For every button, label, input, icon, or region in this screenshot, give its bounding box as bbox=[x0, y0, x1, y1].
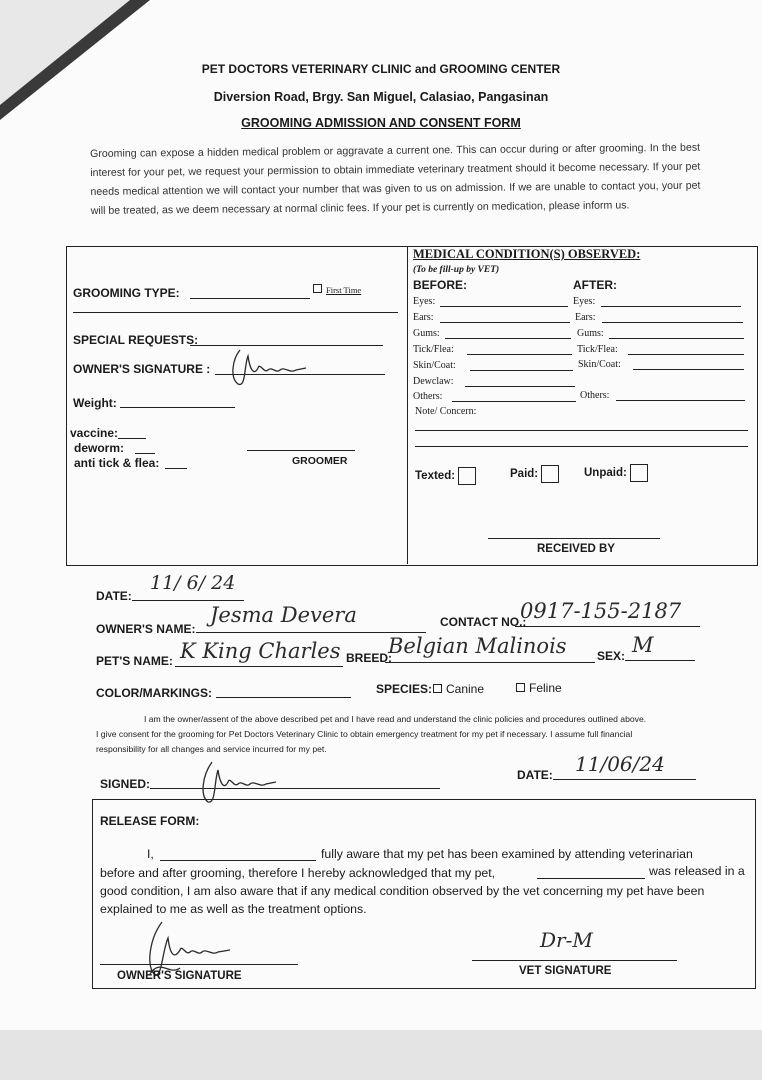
species-canine-option[interactable] bbox=[433, 682, 484, 696]
canine-label: Canine bbox=[446, 682, 485, 696]
groomer-line[interactable] bbox=[247, 450, 355, 451]
sex-value: M bbox=[632, 633, 654, 657]
before-tick-label: Tick/Flea: bbox=[413, 344, 454, 355]
release-p2b: was released in a bbox=[649, 864, 745, 878]
before-tick-field[interactable] bbox=[467, 354, 572, 355]
owner-signature-label: OWNER'S SIGNATURE : bbox=[73, 362, 211, 376]
note-line-1[interactable] bbox=[415, 430, 748, 431]
before-gums-field[interactable] bbox=[445, 338, 571, 339]
vaccine-field[interactable] bbox=[118, 438, 146, 439]
breed-value: Belgian Malinois bbox=[388, 634, 567, 658]
before-skin-label: Skin/Coat: bbox=[413, 360, 456, 371]
after-others-field[interactable] bbox=[616, 400, 745, 401]
before-ears-label: Ears: bbox=[413, 312, 434, 323]
before-skin-field[interactable] bbox=[470, 370, 573, 371]
release-name-field[interactable] bbox=[160, 860, 316, 861]
unpaid-option[interactable] bbox=[584, 464, 648, 482]
vet-signature-value: Dr-M bbox=[540, 928, 593, 952]
medical-title: MEDICAL CONDITION(S) OBSERVED: bbox=[413, 247, 641, 261]
after-tick-field[interactable] bbox=[628, 354, 744, 355]
consent-line-2: I give consent for the grooming for Pet Doctors Veterinary Clinic to obtain emergency treatment for my pet if necessary. I assume full financial bbox=[96, 729, 633, 739]
unpaid-checkbox[interactable] bbox=[630, 464, 648, 482]
paid-checkbox[interactable] bbox=[541, 465, 559, 483]
feline-checkbox[interactable] bbox=[516, 683, 525, 692]
signed-field[interactable] bbox=[150, 788, 440, 789]
breed-field[interactable] bbox=[385, 662, 595, 663]
after-skin-field[interactable] bbox=[633, 369, 744, 370]
texted-checkbox[interactable] bbox=[458, 467, 476, 485]
box-divider bbox=[407, 246, 408, 564]
grooming-type-line2[interactable] bbox=[73, 312, 398, 313]
grooming-type-label: GROOMING TYPE: bbox=[73, 286, 180, 300]
release-p1b: fully aware that my pet has been examined by attending veterinarian bbox=[321, 847, 693, 861]
after-ears-label: Ears: bbox=[575, 312, 596, 323]
date-value: 11/ 6/ 24 bbox=[150, 572, 236, 594]
pet-name-field[interactable] bbox=[175, 666, 343, 667]
medical-subtitle: (To be fill-up by VET) bbox=[413, 265, 500, 275]
release-owner-signature-line[interactable] bbox=[100, 964, 298, 965]
vet-signature-label: VET SIGNATURE bbox=[519, 965, 612, 977]
before-eyes-label: Eyes: bbox=[413, 296, 436, 307]
contact-label: CONTACT NO.: bbox=[440, 615, 527, 629]
note-line-2[interactable] bbox=[415, 446, 748, 447]
weight-label: Weight: bbox=[73, 396, 117, 410]
form-title: GROOMING ADMISSION AND CONSENT FORM bbox=[241, 116, 521, 130]
release-pet-field[interactable] bbox=[537, 878, 645, 879]
after-eyes-label: Eyes: bbox=[573, 296, 596, 307]
owner-name-field[interactable] bbox=[196, 632, 426, 633]
pet-name-label: PET'S NAME: bbox=[96, 654, 173, 668]
before-others-field[interactable] bbox=[452, 401, 576, 402]
date-field[interactable] bbox=[132, 600, 244, 601]
breed-label: BREED: bbox=[346, 651, 393, 665]
species-label: SPECIES: bbox=[376, 682, 433, 696]
after-tick-label: Tick/Flea: bbox=[577, 344, 618, 355]
vet-signature-line[interactable] bbox=[472, 960, 677, 961]
date-label: DATE: bbox=[96, 589, 132, 603]
contact-value: 0917-155-2187 bbox=[520, 599, 682, 623]
after-others-label: Others: bbox=[580, 390, 610, 401]
deworm-label: deworm: bbox=[74, 441, 125, 455]
after-ears-field[interactable] bbox=[602, 322, 743, 323]
paid-label: Paid: bbox=[510, 468, 539, 481]
texted-option[interactable] bbox=[415, 467, 476, 485]
texted-label: Texted: bbox=[415, 470, 456, 483]
grooming-type-field[interactable] bbox=[190, 298, 310, 299]
clinic-name: PET DOCTORS VETERINARY CLINIC and GROOMING CENTER bbox=[201, 62, 561, 76]
signed-label: SIGNED: bbox=[100, 777, 151, 791]
release-title: RELEASE FORM: bbox=[100, 814, 200, 828]
consent-line-1: I am the owner/assent of the above described pet and I have read and understand the clinic policies and procedures outlined above. bbox=[144, 714, 647, 724]
intro-paragraph: Grooming can expose a hidden medical problem or aggravate a current one. This can occur during or after grooming. In the best interest for your pet, we request your permission to obtain immediate veterinary treatment should it become necessary. If your pet needs medical attention we will contact your number that was given to us on admission. If we are unable to contact you, your pet will be treated, as we deem necessary at normal clinic fees. If your pet is currently on medication, please inform us. bbox=[90, 141, 701, 217]
before-others-label: Others: bbox=[413, 391, 443, 402]
first-time-label: First Time bbox=[326, 285, 362, 295]
first-time-option[interactable] bbox=[313, 284, 361, 295]
after-skin-label: Skin/Coat: bbox=[578, 359, 621, 370]
paid-option[interactable] bbox=[510, 465, 559, 483]
deworm-field[interactable] bbox=[135, 453, 155, 454]
sex-label: SEX: bbox=[597, 649, 626, 663]
note-label: Note/ Concern: bbox=[415, 406, 477, 417]
before-ears-field[interactable] bbox=[440, 322, 570, 323]
clinic-address: Diversion Road, Brgy. San Miguel, Calasiao, Pangasinan bbox=[213, 90, 549, 104]
owner-name-label: OWNER'S NAME: bbox=[96, 622, 196, 636]
release-p4: explained to me as well as the treatment options. bbox=[100, 902, 367, 916]
release-p3: good condition, I am also aware that if any medical condition observed by the vet concerning my pet have been bbox=[100, 884, 705, 898]
received-by-label: RECEIVED BY bbox=[537, 543, 615, 555]
anti-tick-field[interactable] bbox=[165, 468, 187, 469]
groomer-label: GROOMER bbox=[292, 455, 348, 467]
unpaid-label: Unpaid: bbox=[584, 467, 627, 480]
vaccine-label: vaccine: bbox=[70, 426, 119, 440]
after-eyes-field[interactable] bbox=[601, 306, 741, 307]
before-dewclaw-label: Dewclaw: bbox=[413, 376, 454, 387]
consent-line-3: responsibility for all changes and service incurred for my pet. bbox=[96, 744, 327, 754]
before-heading: BEFORE: bbox=[413, 278, 467, 292]
special-requests-label: SPECIAL REQUESTS: bbox=[73, 333, 199, 347]
before-eyes-field[interactable] bbox=[440, 306, 568, 307]
before-gums-label: Gums: bbox=[413, 328, 440, 339]
after-gums-label: Gums: bbox=[577, 328, 604, 339]
consent-date-field[interactable] bbox=[553, 779, 696, 780]
sex-field[interactable] bbox=[625, 660, 695, 661]
consent-date-value: 11/06/24 bbox=[575, 752, 665, 776]
contact-field[interactable] bbox=[515, 626, 700, 627]
consent-date-label: DATE: bbox=[517, 768, 553, 782]
color-markings-label: COLOR/MARKINGS: bbox=[96, 686, 212, 700]
release-p1a: I, bbox=[147, 847, 154, 861]
pet-name-value: K King Charles bbox=[180, 639, 341, 663]
before-dewclaw-field[interactable] bbox=[465, 386, 575, 387]
canine-checkbox[interactable] bbox=[433, 684, 442, 693]
anti-tick-label: anti tick & flea: bbox=[74, 456, 160, 470]
color-markings-field[interactable] bbox=[216, 697, 351, 698]
received-by-line[interactable] bbox=[488, 538, 660, 539]
species-feline-option[interactable] bbox=[516, 681, 562, 695]
release-owner-signature-label: OWNER'S SIGNATURE bbox=[117, 970, 242, 982]
after-heading: AFTER: bbox=[573, 278, 617, 292]
weight-field[interactable] bbox=[120, 407, 235, 408]
feline-label: Feline bbox=[529, 681, 562, 695]
owner-name-value: Jesma Devera bbox=[210, 603, 357, 627]
owner-signature-scribble bbox=[222, 340, 312, 390]
after-gums-field[interactable] bbox=[609, 338, 744, 339]
first-time-checkbox[interactable] bbox=[313, 284, 322, 293]
release-p2a: before and after grooming, therefore I hereby acknowledged that my pet, bbox=[100, 866, 496, 880]
